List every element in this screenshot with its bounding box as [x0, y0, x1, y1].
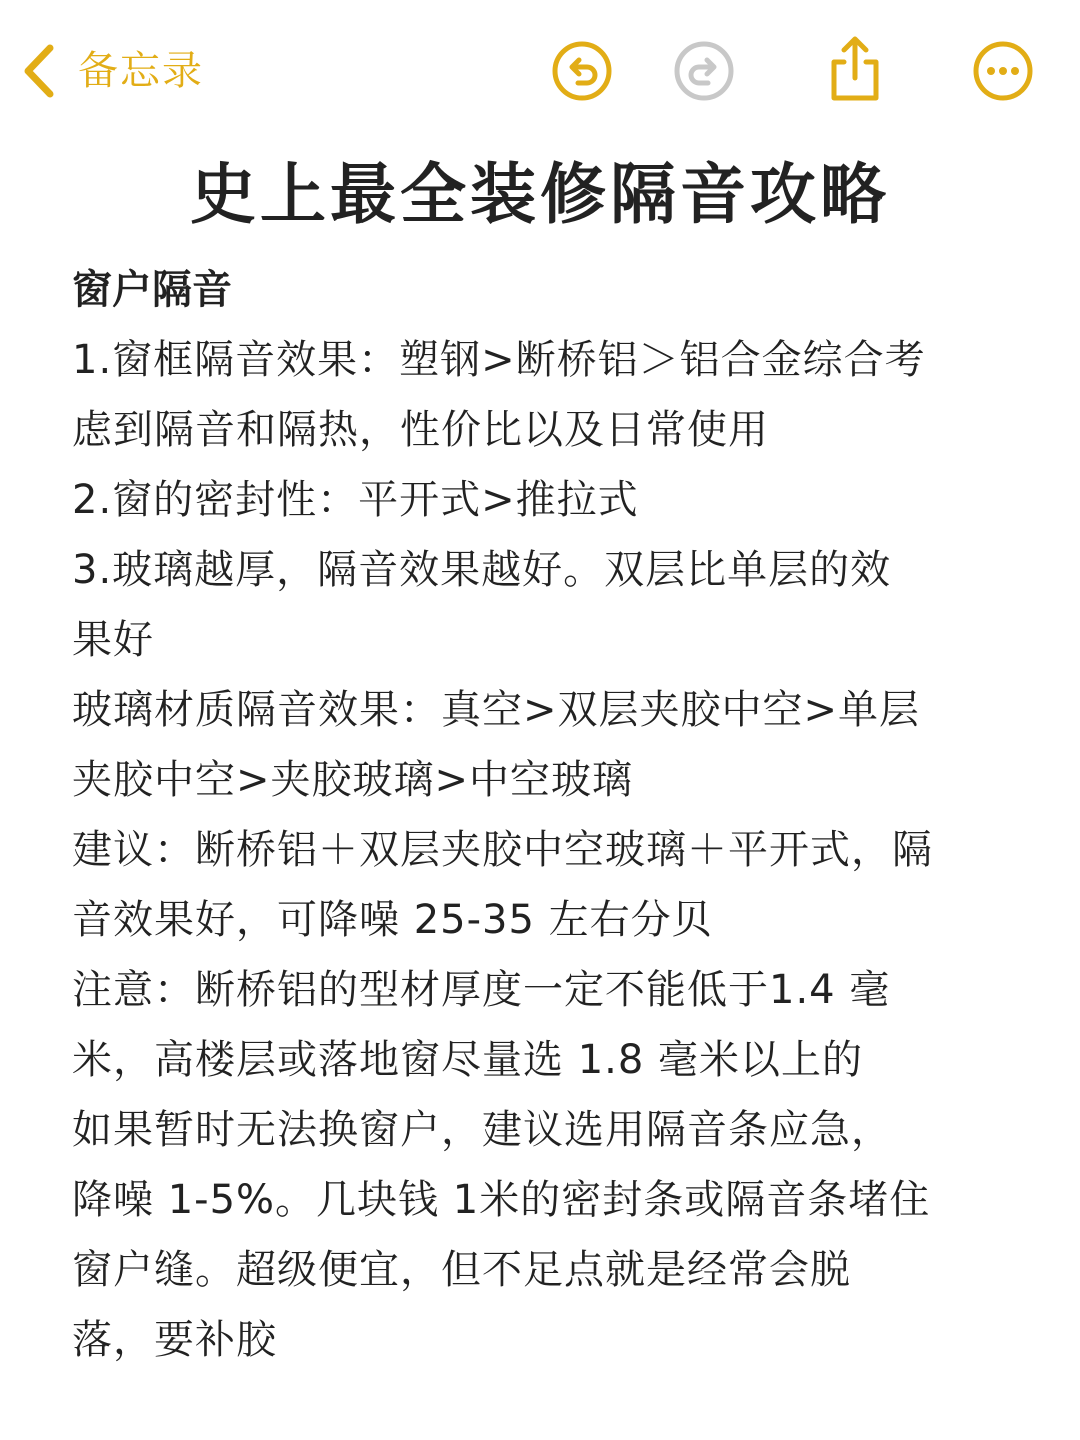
- back-label: 备忘录: [78, 48, 204, 94]
- note-line: 2.窗的密封性：平开式>推拉式: [72, 477, 639, 523]
- more-button[interactable]: [972, 40, 1034, 102]
- note-line: 落，要补胶: [72, 1317, 277, 1363]
- note-line: 如果暂时无法换窗户，建议选用隔音条应急，: [72, 1107, 892, 1153]
- note-title: 史上最全装修隔音攻略: [190, 156, 890, 233]
- share-button[interactable]: [825, 34, 885, 104]
- note-body[interactable]: [72, 255, 1022, 1375]
- note-line: 玻璃材质隔音效果：真空>双层夹胶中空>单层: [72, 687, 921, 733]
- note-line: 音效果好，可降噪 25-35 左右分贝: [72, 897, 713, 943]
- note-line: 虑到隔音和隔热，性价比以及日常使用: [72, 407, 769, 453]
- note-line: 米，高楼层或落地窗尽量选 1.8 毫米以上的: [72, 1037, 864, 1083]
- note-line: 降噪 1-5%。几块钱 1米的密封条或隔音条堵住: [72, 1177, 931, 1223]
- chevron-left-icon: [22, 44, 56, 98]
- note-line: 果好: [72, 617, 154, 663]
- redo-icon: [673, 40, 735, 102]
- note-line: 夹胶中空>夹胶玻璃>中空玻璃: [72, 757, 634, 803]
- more-icon: [972, 40, 1034, 102]
- navigation-bar: [0, 0, 1080, 140]
- undo-icon: [551, 40, 613, 102]
- note-line: 建议：断桥铝＋双层夹胶中空玻璃＋平开式，隔: [72, 827, 933, 873]
- section-heading: 窗户隔音: [72, 267, 232, 313]
- note-line: 注意：断桥铝的型材厚度一定不能低于1.4 毫: [72, 967, 891, 1013]
- undo-button[interactable]: [551, 40, 613, 102]
- redo-button[interactable]: [673, 40, 735, 102]
- note-line: 1.窗框隔音效果：塑钢>断桥铝＞铝合金综合考: [72, 337, 926, 383]
- share-icon: [825, 34, 885, 104]
- note-line: 窗户缝。超级便宜，但不足点就是经常会脱: [72, 1247, 851, 1293]
- note-line: 3.玻璃越厚，隔音效果越好。双层比单层的效: [72, 547, 892, 593]
- back-button[interactable]: [22, 38, 204, 104]
